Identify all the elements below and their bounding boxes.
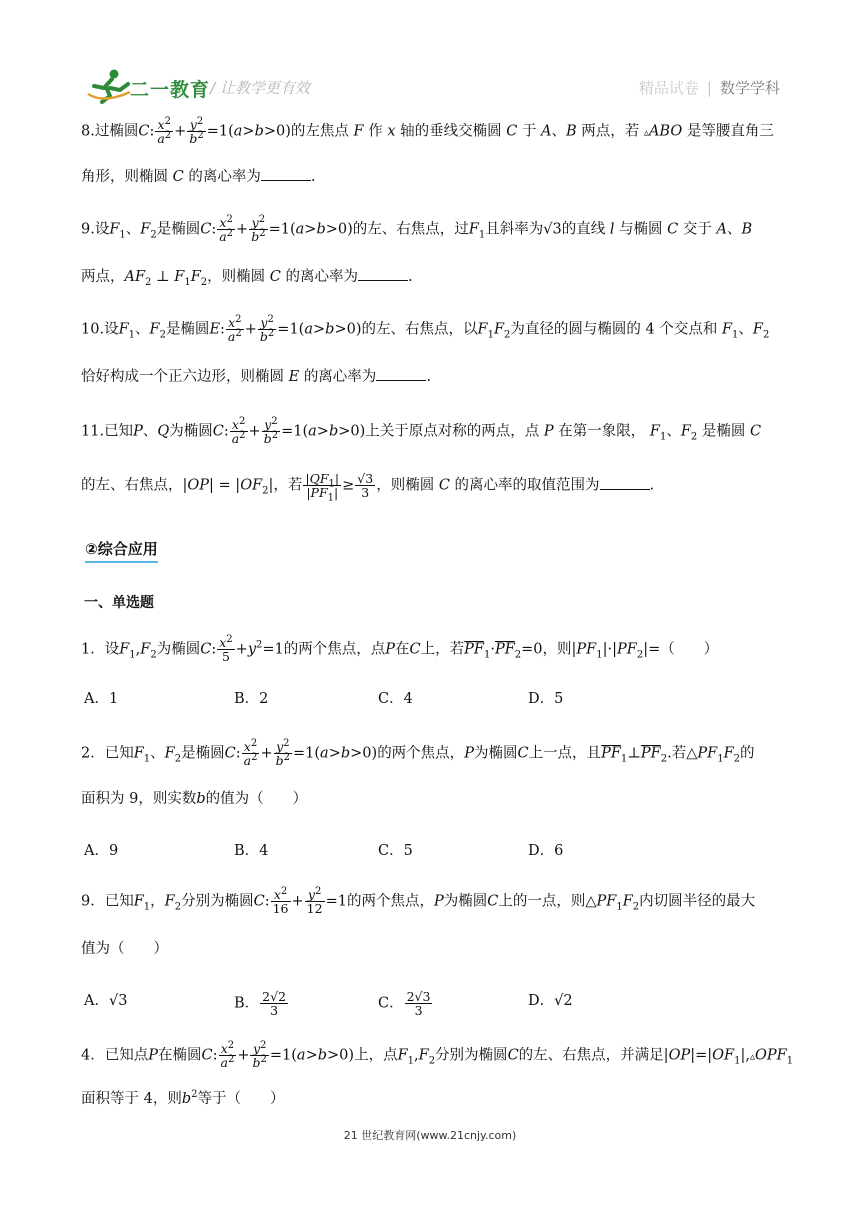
q11-text: 在第一象限， <box>558 423 646 440</box>
q11-end: . <box>649 477 655 494</box>
p9-text: 已知 <box>104 893 134 910</box>
p2-number: 2． <box>81 745 105 762</box>
answer-blank <box>600 475 650 490</box>
question-8-line-2: 角形，则椭圆 C 的离心率为 . <box>81 166 315 188</box>
q11-text: 的离心率的取值范围为 <box>454 477 600 494</box>
p1-text: ，则 <box>542 641 572 658</box>
q11-text: 为椭圆 <box>169 423 213 440</box>
p4-text: 分别为椭圆 <box>435 1047 508 1064</box>
p9-text: 的两个焦点， <box>346 893 434 910</box>
p2-text: 的值为（ ） <box>205 791 308 807</box>
answer-blank <box>358 266 408 281</box>
q8-text: 过椭圆 <box>94 123 139 140</box>
problem-2-stem: 2．已知$F_1$、$F_2$是椭圆C: $\frac{x^2}{a^2}$ + $\frac{y^2}{b^2}$ =1(a>b>0)的两个焦点，P为椭圆C上一点，且$\overline{PF}_1\perp\overline{PF}_2$.若$\triangle PF_1F_2$的 <box>81 737 755 768</box>
question-10-line-1: 10.设$F_1$、$F_2$是椭圆E: $\frac{x^2}{a^2}$ + $\frac{y^2}{b^2}$ =1(a>b>0)的左、右焦点，以$F_1F_2$为直径的圆与椭圆的 4 个交点和 $F_1$、$F_2$ <box>81 313 770 344</box>
q8-text: 的离心率为 <box>188 169 261 185</box>
option-d[interactable]: D．6 <box>528 843 564 859</box>
q10-text: 是椭圆 <box>165 321 210 338</box>
problem-4-stem-line-2: 面积等于 4，则$b^2$等于（ ） <box>81 1089 285 1107</box>
p9-text: 值为（ ） <box>81 941 168 957</box>
q9-text: ，则椭圆 <box>207 269 266 285</box>
question-11-line-1: 11.已知P、Q为椭圆C: $\frac{x^2}{a^2}$ + $\frac{y^2}{b^2}$ =1(a>b>0)上关于原点对称的两点，点 P 在第一象限， $F_1$、$F_2$ 是椭圆 C <box>81 415 762 446</box>
q8-text: 角形，则椭圆 <box>81 169 168 185</box>
option-b[interactable]: B．2 <box>234 691 269 707</box>
brand-name: 二一教育 <box>130 79 211 101</box>
problem-9-stem-line-2 <box>81 938 168 960</box>
p2-text: .若 <box>667 745 687 762</box>
p2-text: 上一点，且 <box>528 745 602 762</box>
p4-text: 上，点 <box>354 1047 398 1064</box>
q9-text: 的直线 <box>561 221 606 238</box>
header-series <box>639 77 780 98</box>
q10-text: 为直径的圆与椭圆的 4 个交点和 <box>510 321 718 338</box>
q10-text: 的离心率为 <box>303 369 377 385</box>
problem-4-stem: 4．已知点P在椭圆C: $\frac{x^2}{a^2}$ + $\frac{y^2}{b^2}$ =1(a>b>0)上，点$F_1,F_2$分别为椭圆C的左、右焦点，并满足$|OP|=|OF_1|,▵OPF_1$ <box>81 1039 794 1070</box>
brand-slogan: / 让教学更有效 <box>210 79 310 97</box>
p4-text: 已知点 <box>104 1047 149 1064</box>
q8-text: 是等腰直角三 <box>686 123 774 140</box>
p2-text: 的两个焦点， <box>377 745 465 762</box>
option-b[interactable]: B． $\frac{2√2}{3}$ <box>234 989 287 1018</box>
option-d[interactable]: D．5 <box>528 691 564 707</box>
q9-text: 且斜率为 <box>485 221 544 238</box>
p1-number: 1． <box>81 641 105 658</box>
question-11-line-2: 的左、右焦点，$|OP| = |OF_2|$，若 $\frac{|QF_1|}{|PF_1|}$ ≥ $\frac{√3}{3}$ ，则椭圆 C 的离心率的取值范围为 . <box>81 471 655 504</box>
q11-text: 是椭圆 <box>701 423 746 440</box>
option-a[interactable]: A．9 <box>84 843 119 859</box>
q11-text: 的左、右焦点， <box>81 477 183 494</box>
q9-text: 设 <box>94 221 110 238</box>
p9-text: 为椭圆 <box>443 893 488 910</box>
p4-text: 在椭圆 <box>158 1047 202 1064</box>
q8-text: 作 <box>368 123 383 140</box>
q11-text: 已知 <box>104 423 134 440</box>
q10-number: 10. <box>81 321 105 338</box>
q9-text: 的离心率为 <box>285 269 358 285</box>
p1-text: （ ） <box>660 641 719 658</box>
q9-number: 9. <box>81 221 95 238</box>
problem-1-options <box>84 688 784 710</box>
option-c[interactable]: C． $\frac{2√3}{3}$ <box>378 989 431 1018</box>
q8-end: . <box>310 169 316 185</box>
p2-text: 的 <box>740 745 755 762</box>
q9-end: . <box>407 269 413 285</box>
question-9-line-2: 两点，$AF_2$ ⊥ $F_1F_2$，则椭圆 C 的离心率为 . <box>81 266 413 288</box>
q9-text: 的左、右焦点，过 <box>352 221 469 238</box>
p4-text: 面积等于 4，则 <box>81 1091 182 1107</box>
p1-text: 上，若 <box>420 641 465 658</box>
p1-text: 设 <box>104 641 120 658</box>
question-10-line-2: 恰好构成一个正六边形，则椭圆 E 的离心率为 . <box>81 366 431 388</box>
option-b[interactable]: B．4 <box>234 843 269 859</box>
p1-text: 为椭圆 <box>156 641 201 658</box>
option-a[interactable]: A．1 <box>84 691 119 707</box>
option-d[interactable]: D．√2 <box>528 993 573 1009</box>
p9-number: 9． <box>81 893 105 910</box>
series-label: 精品试卷 <box>638 79 699 97</box>
p4-text: 等于（ ） <box>197 1091 285 1107</box>
option-c[interactable]: C．5 <box>378 843 413 859</box>
problem-2-stem-line-2: 面积为 9，则实数b的值为（ ） <box>81 791 308 807</box>
q8-text: 轴的垂线交椭圆 <box>400 123 502 140</box>
p1-text: 的两个焦点，点 <box>283 641 386 658</box>
q8-text: 的左焦点 <box>290 123 349 140</box>
header-separator: | <box>706 79 712 97</box>
q9-text: 交于 <box>682 221 712 238</box>
p2-text: 面积为 9，则实数 <box>81 791 197 807</box>
p9-text: 上的一点，则 <box>498 893 586 910</box>
p1-text: 在 <box>395 641 410 658</box>
p9-text: 分别为椭圆 <box>181 893 254 910</box>
p4-number: 4． <box>81 1047 105 1064</box>
q11-text: ，则椭圆 <box>376 477 435 494</box>
p9-text: 内切圆半径的最大 <box>639 893 756 910</box>
q9-text: 与椭圆 <box>619 221 663 238</box>
q8-text: 两点，若 <box>581 123 640 140</box>
section-subtitle: 一、单选题 <box>84 595 154 611</box>
option-a[interactable]: A．√3 <box>84 993 128 1009</box>
q8-text: 于 <box>521 123 537 140</box>
option-c[interactable]: C．4 <box>378 691 413 707</box>
q11-text: 上关于原点对称的两点，点 <box>365 423 540 440</box>
problem-1-stem: 1．设$F_1,F_2$为椭圆C: $\frac{x^2}{5}$ $+y^2=1$的两个焦点，点P在C上，若$\overline{PF}_1\cdot\overline{PF}_2=0$，则$|PF_1|\cdot|PF_2|=$（ ） <box>81 633 719 664</box>
q10-text: 的左、右焦点，以 <box>361 321 478 338</box>
q9-text: 是椭圆 <box>156 221 201 238</box>
problem-9-stem: 9．已知$F_1$，$F_2$分别为椭圆C: $\frac{x^2}{16}$ + $\frac{y^2}{12}$ =1的两个焦点，P为椭圆C上的一点，则$\triangle PF_1F_2$内切圆半径的最大 <box>81 885 756 916</box>
q10-text: 设 <box>104 321 119 338</box>
question-8-line-1: 8.过椭圆C: $\frac{x^2}{a^2}$ + $\frac{y^2}{b^2}$ =1(a>b>0)的左焦点 F 作 x 轴的垂线交椭圆 C 于 A、B 两点，若 ▵ABO 是等腰直角三 <box>81 115 774 146</box>
q9-text: 两点， <box>81 269 125 285</box>
q10-text: 恰好构成一个正六边形，则椭圆 <box>81 369 284 385</box>
q11-text: ，若 <box>273 477 303 494</box>
p4-text: 的左、右焦点，并满足 <box>518 1047 664 1064</box>
page-footer: 21 世纪教育网(www.21cnjy.com) <box>343 1129 517 1142</box>
answer-blank <box>376 366 426 381</box>
q8-number: 8. <box>81 123 95 140</box>
section-title: ②综合应用 <box>85 538 158 563</box>
problem-9-options <box>84 989 784 1018</box>
subject-label: 数学学科 <box>719 79 780 97</box>
p2-text: 已知 <box>104 745 134 762</box>
q10-end: . <box>426 369 431 385</box>
problem-2-options <box>84 840 784 862</box>
answer-blank <box>261 166 311 181</box>
p2-text: 为椭圆 <box>473 745 518 762</box>
question-9-line-1: 9.设$F_1$、$F_2$是椭圆C: $\frac{x^2}{a^2}$ + $\frac{y^2}{b^2}$ =1(a>b>0)的左、右焦点，过$F_1$且斜率为√3的直线 l 与椭圆 C 交于 A、B <box>81 213 753 244</box>
p2-text: 是椭圆 <box>181 745 225 762</box>
q11-number: 11. <box>81 423 105 440</box>
